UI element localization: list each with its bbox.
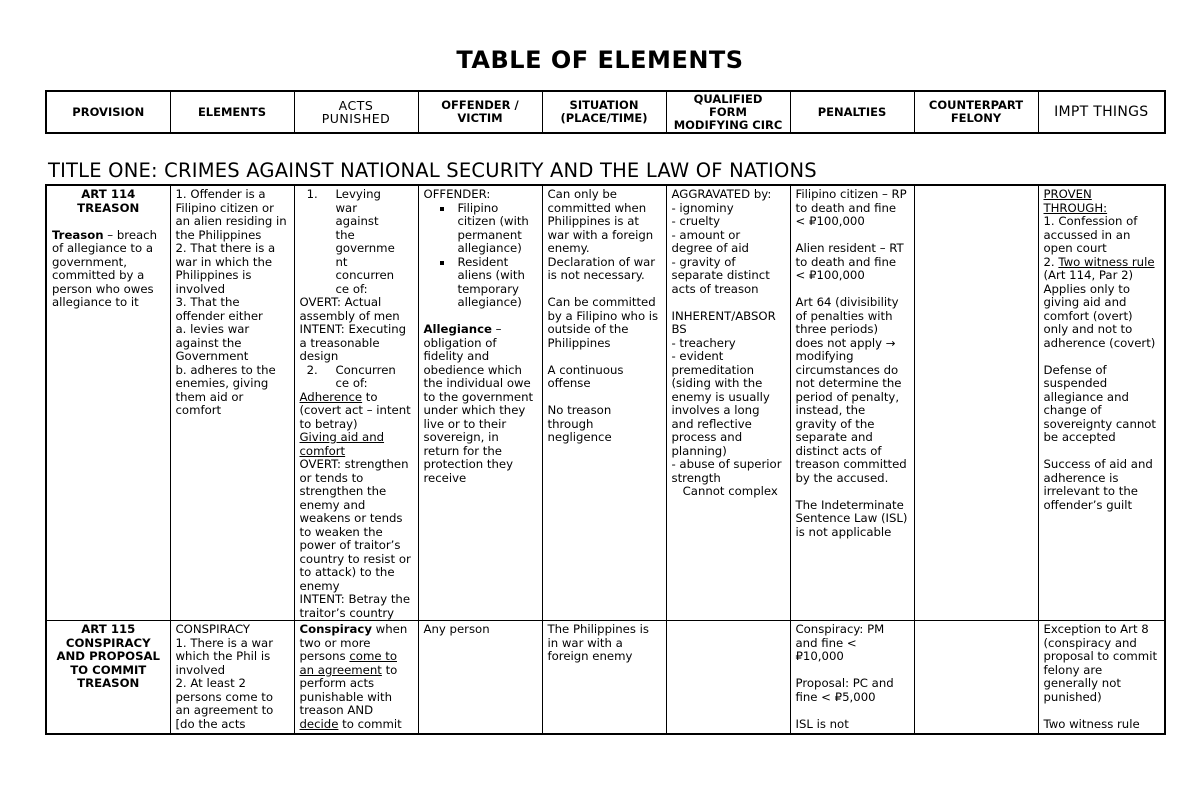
- qualified-text: - treachery: [671, 335, 736, 350]
- header-provision: PROVISION: [46, 91, 170, 133]
- elements-cell: [170, 621, 294, 735]
- impt-text: 1. Confession of accussed in an open court: [1043, 214, 1138, 255]
- qualified-text: - abuse of superior strength: [671, 457, 782, 485]
- situation-text: The Philippines is in war with a foreign enemy: [547, 622, 649, 663]
- qualified-text: - cruelty: [671, 214, 721, 228]
- act-intent: INTENT: Executing a treasonable design: [299, 322, 407, 363]
- acts-cell: [294, 621, 418, 735]
- offender-item: ▪ Filipino citizen (with permanent allegiance): [454, 202, 537, 256]
- header-counterpart-felony: COUNTERPART FELONY: [914, 91, 1038, 133]
- act-item: 2. Concurren ce of:: [322, 364, 413, 391]
- offender-cell: [418, 621, 542, 735]
- element-item: CONSPIRACY: [175, 622, 251, 636]
- penalty-text: Filipino citizen – RP to death and fine < ₽100,000: [795, 187, 907, 228]
- impt-text: Two witness rule: [1043, 716, 1140, 731]
- element-item: b. adheres to the enemies, giving them aid or comfort: [175, 362, 276, 417]
- offender-cell: [418, 185, 542, 621]
- counterpart-cell: [914, 621, 1038, 735]
- element-item: 2. That there is a war in which the Philippines is involved: [175, 241, 276, 296]
- penalties-cell: [790, 621, 914, 735]
- counterpart-cell: [914, 185, 1038, 621]
- conspiracy-definition: Conspiracy when two or more persons come to an agreement to perform acts punishable with treason AND decide to commit: [299, 622, 408, 731]
- penalty-text: Conspiracy: PM and fine < ₽10,000: [795, 622, 885, 663]
- act-aid: Giving aid and comfort: [299, 430, 385, 458]
- header-penalties: PENALTIES: [790, 91, 914, 133]
- definition: Treason – breach of allegiance to a government, committed by a person who owes allegiance to it: [52, 227, 158, 309]
- act-intent: INTENT: Betray the traitor’s country: [299, 592, 411, 620]
- acts-cell: [294, 185, 418, 621]
- header-table: [45, 90, 1166, 134]
- qualified-text: INHERENT/ABSOR BS: [671, 308, 776, 336]
- penalty-text: Alien resident – RT to death and fine < ₽100,000: [795, 241, 904, 282]
- penalty-text: ISL is not: [795, 716, 849, 731]
- element-item: 1. There is a war which the Phil is involved: [175, 635, 274, 677]
- situation-text: Declaration of war is not necessary.: [547, 254, 656, 282]
- situation-text: A continuous offense: [547, 362, 624, 390]
- article-number: ART 115: [81, 622, 136, 636]
- act-item: 1. Levying war against the governme nt concurren ce of:: [322, 188, 413, 296]
- table-row: [46, 621, 1165, 735]
- act-adherence: Adherence to (covert act – intent to betray): [299, 389, 411, 431]
- header-situation: SITUATION (PLACE/TIME): [542, 91, 666, 133]
- header-impt-things: IMPT THINGS: [1038, 91, 1165, 133]
- article-number: ART 114: [81, 187, 136, 201]
- impt-text: Success of aid and adherence is irrelevant to the offender’s guilt: [1043, 457, 1153, 512]
- situation-cell: [542, 621, 666, 735]
- impt-text: 2. Two witness rule (Art 114, Par 2): [1043, 254, 1155, 282]
- provision-cell: [46, 185, 170, 621]
- qualified-text: Cannot complex: [671, 484, 778, 498]
- impt-cell: [1038, 185, 1165, 621]
- penalty-text: Proposal: PC and fine < ₽5,000: [795, 676, 894, 704]
- element-item: 3. That the offender either: [175, 295, 263, 323]
- provision-cell: [46, 621, 170, 735]
- qualified-text: AGGRAVATED by:: [671, 187, 772, 201]
- header-acts-punished: ACTS PUNISHED: [294, 91, 418, 133]
- header-qualified-form: QUALIFIED FORM MODIFYING CIRC: [666, 91, 790, 133]
- situation-text: Can only be committed when Philippines is at war with a foreign enemy.: [547, 187, 654, 255]
- impt-cell: [1038, 621, 1165, 735]
- situation-cell: [542, 185, 666, 621]
- qualified-cell: [666, 185, 790, 621]
- penalties-cell: [790, 185, 914, 621]
- article-name: TREASON: [77, 200, 140, 215]
- elements-cell: [170, 185, 294, 621]
- header-elements: ELEMENTS: [170, 91, 294, 133]
- offender-text: Any person: [423, 622, 490, 636]
- impt-text: Applies only to giving aid and comfort (overt) only and not to adherence (covert): [1043, 281, 1156, 350]
- qualified-text: - ignominy: [671, 200, 734, 215]
- penalty-text: Art 64 (divisibility of penalties with three periods) does not apply → modifying circumstances do not determine the period of penalty, instead, the gravity of the separate and distinct acts of treason committed by the accused.: [795, 295, 907, 485]
- element-item: a. levies war against the Government: [175, 322, 250, 363]
- document-title: TABLE OF ELEMENTS: [456, 46, 744, 74]
- impt-text: Exception to Art 8 (conspiracy and proposal to commit felony are generally not punished): [1043, 622, 1158, 704]
- element-item: 2. At least 2 persons come to an agreement to [do the acts: [175, 676, 274, 731]
- penalty-text: The Indeterminate Sentence Law (ISL) is not applicable: [795, 497, 908, 539]
- allegiance-definition: Allegiance – obligation of fidelity and obedience which the individual owe to the government under which they live or to their sovereign, in return for the protection they receive: [423, 322, 534, 485]
- article-name: CONSPIRACY AND PROPOSAL TO COMMIT TREASON: [56, 635, 160, 690]
- header-offender-victim: OFFENDER / VICTIM: [418, 91, 542, 133]
- situation-text: No treason through negligence: [547, 403, 612, 444]
- act-overt: OVERT: Actual assembly of men: [299, 295, 400, 323]
- qualified-text: - amount or degree of aid: [671, 227, 749, 255]
- qualified-text: - evident premeditation (siding with the enemy is usually involves a long and reflective process and planning): [671, 349, 770, 458]
- qualified-cell: [666, 621, 790, 735]
- proven-through: PROVEN THROUGH:: [1043, 187, 1108, 215]
- offender-item: ▪ Resident aliens (with temporary allegiance): [454, 256, 537, 310]
- impt-text: Defense of suspended allegiance and change of sovereignty cannot be accepted: [1043, 362, 1157, 444]
- situation-text: Can be committed by a Filipino who is outside of the Philippines: [547, 295, 659, 350]
- table-row: [46, 185, 1165, 621]
- act-overt: OVERT: strengthen or tends to strengthen the enemy and weakens or tends to weaken the power of traitor’s country to resist or to attack) to the enemy: [299, 457, 411, 593]
- element-item: 1. Offender is a Filipino citizen or an alien residing in the Philippines: [175, 187, 287, 242]
- qualified-text: - gravity of separate distinct acts of treason: [671, 254, 770, 296]
- section-title: TITLE ONE: CRIMES AGAINST NATIONAL SECURITY AND THE LAW OF NATIONS: [48, 159, 817, 182]
- offender-label: OFFENDER:: [423, 187, 491, 201]
- content-table: [45, 184, 1166, 735]
